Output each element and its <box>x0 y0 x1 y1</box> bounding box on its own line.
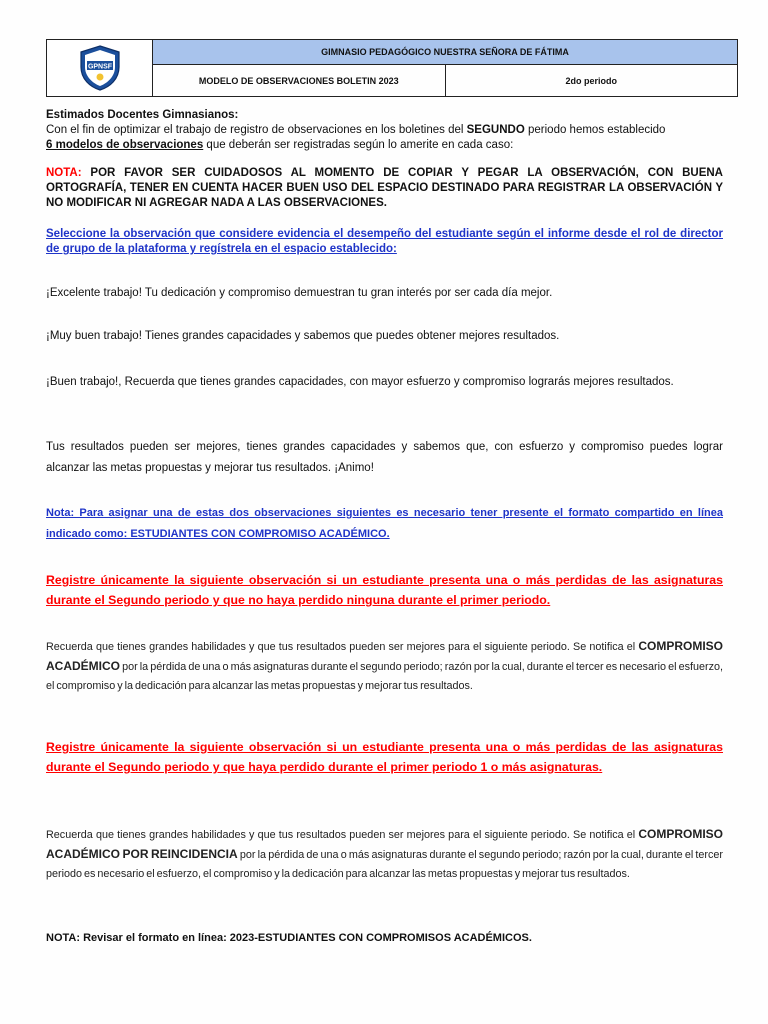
period-label: 2do periodo <box>445 65 738 97</box>
greeting: Estimados Docentes Gimnasianos: <box>46 109 239 121</box>
logo-text: GPNSF <box>87 63 112 71</box>
rule-second: Registre únicamente la siguiente observación si un estudiante presenta una o más perdidas de las asignaturas durante el Segundo periodo y que haya perdido durante el primer periodo 1 o más asignaturas. <box>46 740 723 774</box>
intro-models-count: 6 modelos de observaciones <box>46 139 204 151</box>
intro-line-2 <box>46 138 723 153</box>
intro-text-c: periodo hemos establecido <box>524 124 666 136</box>
school-name: GIMNASIO PEDAGÓGICO NUESTRA SEÑORA DE FÁTIMA <box>153 40 738 65</box>
intro-text-a: Con el fin de optimizar el trabajo de registro de observaciones en los boletines del <box>46 124 467 136</box>
obs5-text-a: Recuerda que tienes grandes habilidades y que tus resultados pueden ser mejores para el siguiente periodo. Se notifica el <box>46 641 639 653</box>
intro-line-1 <box>46 123 723 138</box>
observation-1: ¡Excelente trabajo! Tu dedicación y compromiso demuestran tu gran interés por ser cada día mejor. <box>46 287 553 299</box>
document-header-table <box>46 39 738 97</box>
obs5-text-c: por la pérdida de una o más asignaturas durante el segundo periodo; razón por la cual, durante el tercer es necesario el esfuerzo, el compromiso y la dedicación para alcanzar las metas propuestas y mejorar tus resultados. <box>46 661 723 692</box>
warning-note <box>46 166 723 211</box>
intro-segundo: SEGUNDO <box>466 124 525 136</box>
obs6-text-c: por la pérdida de una o más asignaturas durante el segundo periodo; razón por la cual, durante el tercer periodo es necesario el esfuerzo, el compromiso y la dedicación para alcanzar las metas propuestas y mejorar tus resultados. <box>46 849 724 880</box>
instruction: Seleccione la observación que considere evidencia el desempeño del estudiante según el informe desde el rol de director de grupo de la plataforma y regístrela en el espacio establecido: <box>46 228 723 255</box>
obs5-bold: COMPROMISO ACADÉMICO <box>46 639 723 673</box>
observation-6 <box>46 825 723 884</box>
observation-3: ¡Buen trabajo!, Recuerda que tienes grandes capacidades, con mayor esfuerzo y compromiso lograrás mejores resultados. <box>46 376 674 388</box>
school-logo <box>75 43 125 93</box>
final-note: NOTA: Revisar el formato en línea: 2023-ESTUDIANTES CON COMPROMISOS ACADÉMICOS. <box>46 932 532 944</box>
observation-4: Tus resultados pueden ser mejores, tienes grandes capacidades y sabemos que, con esfuerzo y compromiso puedes lograr alcanzar las metas propuestas y mejorar tus resultados. ¡Animo! <box>46 441 723 474</box>
observation-2: ¡Muy buen trabajo! Tienes grandes capacidades y sabemos que puedes obtener mejores resultados. <box>46 330 560 342</box>
warning-text: POR FAVOR SER CUIDADOSOS AL MOMENTO DE COPIAR Y PEGAR LA OBSERVACIÓN, CON BUENA ORTOGRAFÍA, TENER EN CUENTA HACER BUEN USO DEL ESPACIO DESTINADO PARA REGISTRAR LA OBSERVACIÓN Y NO MODIFICAR NI AGREGAR NADA A LAS OBSERVACIONES. <box>46 167 723 209</box>
obs6-bold: COMPROMISO ACADÉMICO POR REINCIDENCIA <box>46 827 723 861</box>
obs6-text-a: Recuerda que tienes grandes habilidades y que tus resultados pueden ser mejores para el siguiente periodo. Se notifica el <box>46 829 639 841</box>
intro-text-d: que deberán ser registradas según lo amerite en cada caso: <box>203 139 514 151</box>
rule-first: Registre únicamente la siguiente observación si un estudiante presenta una o más perdidas de las asignaturas durante el Segundo periodo y que no haya perdido ninguna durante el primer periodo. <box>46 573 723 607</box>
note-compromiso: Nota: Para asignar una de estas dos observaciones siguientes es necesario tener presente el formato compartido en línea indicado como: ESTUDIANTES CON COMPROMISO ACADÉMICO. <box>46 507 723 540</box>
logo-cell <box>47 40 153 97</box>
model-title: MODELO DE OBSERVACIONES BOLETIN 2023 <box>153 65 446 97</box>
observation-5 <box>46 637 723 696</box>
warning-label: NOTA: <box>46 167 82 179</box>
